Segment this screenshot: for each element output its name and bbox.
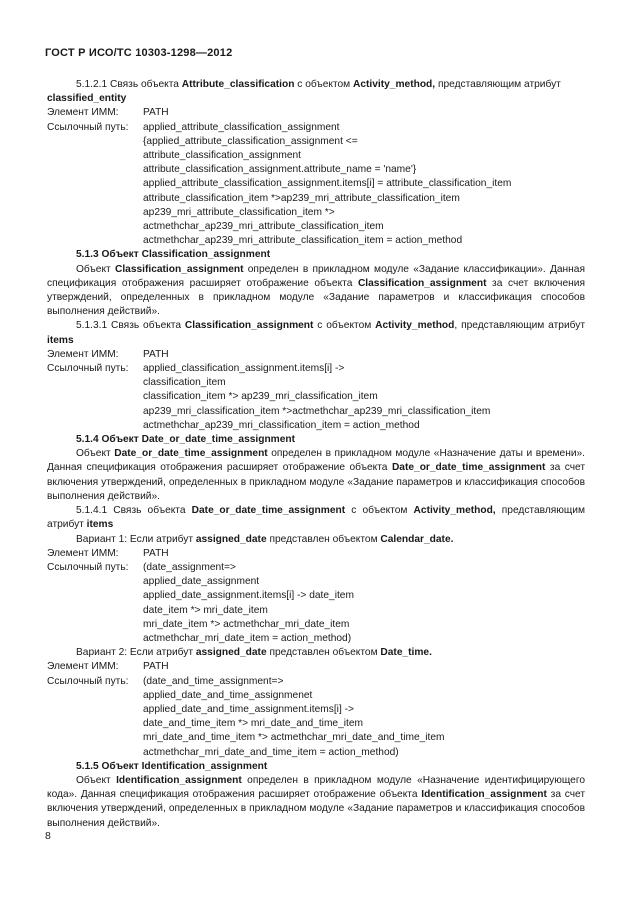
text: определен в прикладном модуле «Назначение даты и времени». Данная спецификация отображения расширяет отображение объекта	[47, 448, 586, 474]
text: за счет включения утверждений, определенных в прикладном модуле «Задание параметров и классификация способов выполнения действий».	[47, 789, 585, 829]
entity-name: Date_time.	[380, 647, 432, 659]
text: определен в прикладном модуле «Задание классификации». Данная спецификация отображения расширяет отображение объекта	[47, 263, 585, 289]
reference-path	[143, 121, 585, 249]
path-line: date_item *> mri_date_item	[143, 604, 268, 616]
text: представлен объектом	[266, 533, 381, 545]
path-line: (date_and_time_assignment=>	[143, 675, 284, 687]
reference-path	[143, 362, 585, 433]
path-line: applied_attribute_classification_assignment.items[i] = attribute_classification_item	[143, 178, 512, 190]
text: с объектом	[345, 505, 414, 517]
path-line: {applied_attribute_classification_assignment <=	[143, 135, 358, 147]
path-line: mri_date_and_time_item *> actmethchar_mri_date_and_time_item	[143, 732, 445, 744]
path-line: attribute_classification_item *>ap239_mri_attribute_classification_item	[143, 192, 460, 204]
path-line: actmethchar_mri_date_item = action_method)	[143, 632, 352, 644]
section-5-1-3-heading: 5.1.3 Объект Classification_assignment	[76, 249, 271, 261]
entity-name: Classification_assignment	[357, 277, 487, 289]
text: определен в прикладном модуле «Назначение идентифицирующего кода». Данная спецификация отображения расширяет отображение объекта	[47, 774, 585, 801]
section-5-1-5-paragraph	[47, 774, 585, 831]
entity-name: Activity_method,	[413, 505, 496, 517]
path-line: actmethchar_ap239_mri_attribute_classification_item = action_method	[143, 235, 463, 247]
reference-path-row	[47, 362, 585, 433]
path-line: attribute_classification_assignment	[143, 150, 301, 162]
attribute-name: assigned_date	[195, 533, 267, 545]
imm-value: PATH	[143, 348, 169, 360]
imm-element-row	[47, 660, 585, 674]
page-number: 8	[45, 830, 51, 842]
entity-name: Identification_assignment	[421, 789, 547, 801]
path-line: applied_date_and_time_assignmenet	[143, 689, 313, 701]
path-line: actmethchar_ap239_mri_classification_item = action_method	[143, 419, 420, 431]
entity-name: Date_or_date_time_assignment	[391, 462, 546, 474]
text: Объект	[76, 774, 117, 786]
text: 5.1.3.1 Связь объекта	[76, 320, 185, 332]
text: с объектом	[313, 320, 376, 332]
imm-label: Элемент ИММ:	[47, 661, 119, 673]
text: 5.1.2.1 Связь объекта	[76, 79, 182, 90]
imm-element-row	[47, 547, 585, 561]
variant-1	[47, 533, 585, 547]
document-body	[47, 78, 585, 831]
path-label: Ссылочный путь:	[47, 561, 129, 573]
path-line: applied_attribute_classification_assignment	[143, 121, 340, 133]
entity-name: Date_or_date_time_assignment	[114, 448, 268, 460]
page-header: ГОСТ Р ИСО/ТС 10303-1298—2012	[45, 47, 233, 59]
path-line: actmethchar_ap239_mri_attribute_classification_item	[143, 221, 384, 233]
path-line: attribute_classification_assignment.attribute_name = 'name'}	[143, 164, 417, 176]
entity-name: Date_or_date_time_assignment	[191, 505, 346, 517]
path-line: mri_date_item *> actmethchar_mri_date_item	[143, 618, 350, 630]
path-line: applied_classification_assignment.items[i] ->	[143, 363, 345, 375]
entity-name: Calendar_date.	[380, 533, 454, 545]
text: представляющим атрибут	[47, 505, 585, 531]
imm-value: PATH	[143, 661, 169, 673]
text: представляющим атрибут	[435, 79, 561, 90]
path-label: Ссылочный путь:	[47, 363, 129, 375]
path-line: (date_assignment=>	[143, 561, 236, 573]
text: Объект	[76, 448, 115, 460]
entity-name: Attribute_classification	[181, 79, 295, 90]
entity-name: Activity_method	[375, 320, 455, 332]
text: за счет включения утверждений, определенных в прикладном модуле «Задание параметров и классификация способов выполнения действий».	[47, 277, 585, 318]
path-line: date_and_time_item *> mri_date_and_time_item	[143, 718, 364, 730]
section-5-1-4-1-title	[47, 504, 585, 532]
section-5-1-4-heading: 5.1.4 Объект Date_or_date_time_assignment	[76, 434, 296, 446]
imm-label: Элемент ИММ:	[47, 348, 119, 360]
text: с объектом	[294, 79, 354, 90]
path-line: ap239_mri_classification_item *>actmethchar_ap239_mri_classification_item	[143, 405, 491, 417]
text: Вариант 2: Если атрибут	[76, 647, 196, 659]
reference-path-row	[47, 675, 585, 760]
imm-label: Элемент ИММ:	[47, 107, 119, 119]
path-line: actmethchar_mri_date_and_time_item = action_method)	[143, 746, 399, 758]
entity-name: Classification_assignment	[184, 320, 314, 332]
imm-value: PATH	[143, 547, 169, 559]
text: представлен объектом	[266, 647, 381, 659]
imm-element-row	[47, 348, 585, 362]
text: , представляющим атрибут	[454, 320, 586, 332]
entity-name: Identification_assignment	[116, 774, 242, 786]
text: за счет включения утверждений, определенных в прикладном модуле «Задание параметров и классификация способов выполнения действий».	[47, 462, 585, 502]
imm-element-row	[47, 106, 585, 120]
reference-path	[143, 675, 585, 760]
path-line: applied_date_assignment.items[i] -> date_item	[143, 590, 354, 602]
path-label: Ссылочный путь:	[47, 675, 129, 687]
path-line: ap239_mri_attribute_classification_item *>	[143, 206, 335, 218]
reference-path	[143, 561, 585, 646]
section-5-1-3-1-title	[47, 319, 585, 347]
section-5-1-2-1-title	[47, 78, 585, 106]
section-5-1-3-paragraph	[47, 263, 585, 320]
attribute-name: assigned_date	[195, 647, 267, 659]
entity-name: Activity_method,	[353, 79, 436, 90]
imm-label: Элемент ИММ:	[47, 547, 119, 559]
path-line: applied_date_and_time_assignment.items[i] ->	[143, 703, 354, 715]
section-5-1-4-paragraph	[47, 447, 585, 504]
section-5-1-5-heading: 5.1.5 Объект Identification_assignment	[76, 760, 268, 772]
path-line: applied_date_assignment	[143, 576, 260, 588]
text: Объект	[76, 263, 115, 275]
variant-2	[47, 646, 585, 660]
path-label: Ссылочный путь:	[47, 121, 129, 133]
path-line: classification_item	[143, 377, 226, 389]
reference-path-row	[47, 561, 585, 646]
path-line: classification_item *> ap239_mri_classification_item	[143, 391, 378, 403]
attribute-name: classified_entity	[47, 93, 127, 105]
imm-value: PATH	[143, 107, 169, 119]
text: 5.1.4.1 Связь объекта	[76, 505, 192, 517]
attribute-name: items	[47, 334, 74, 346]
reference-path-row	[47, 121, 585, 249]
text: Вариант 1: Если атрибут	[76, 533, 196, 545]
attribute-name: items	[86, 519, 114, 531]
entity-name: Classification_assignment	[114, 263, 244, 275]
